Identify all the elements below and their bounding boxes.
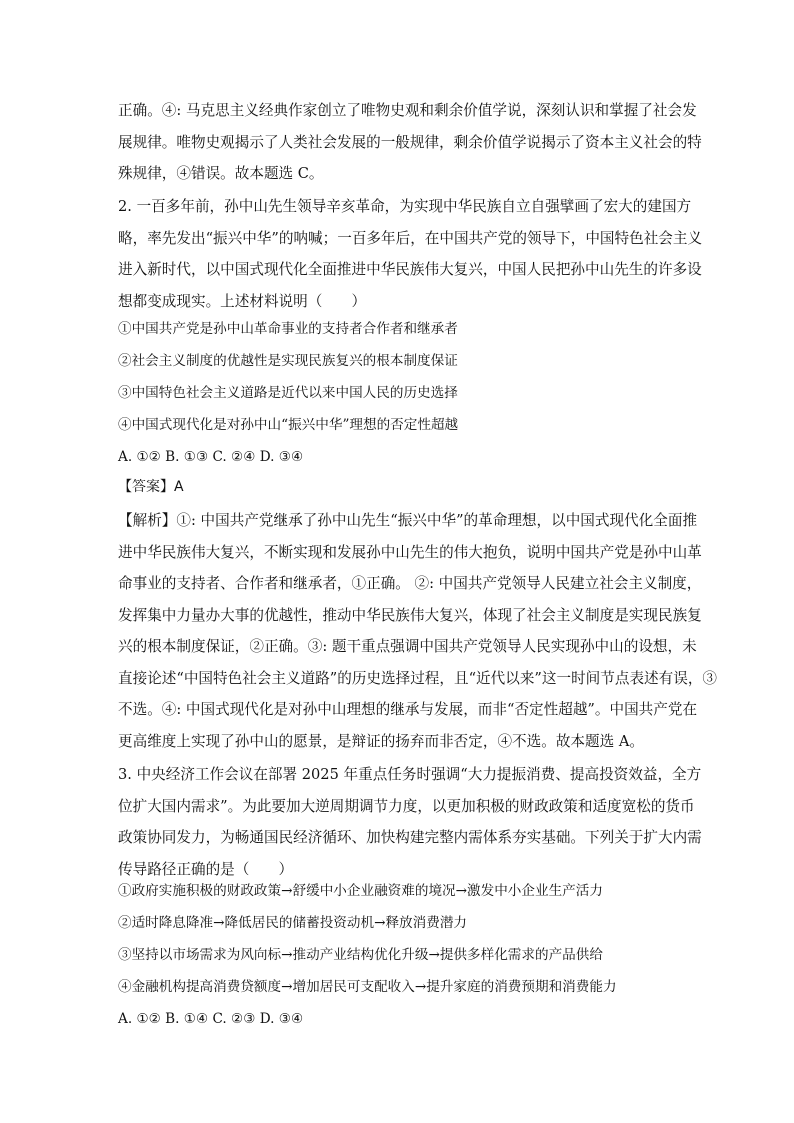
previous-analysis-continuation [118, 95, 702, 190]
text-line: 兴的根本制度保证，②正确。③: 题干重点强调中国共产党领导人民实现孙中山的设想，未 [118, 638, 697, 655]
text-line: 略，率先发出“振兴中华”的呐喊；一百多年后，在中国共产党的领导下，中国特色社会主义 [118, 229, 703, 247]
question-3-choices: A. ①② B. ①④ C. ②③ D. ③④ [118, 1011, 304, 1027]
text-line: 传导路径正确的是（ ） [118, 860, 294, 878]
text-line: 3. 中央经济工作会议在部署 2025 年重点任务时强调“大力提振消费、提高投资效益，全方 [118, 766, 702, 783]
text-line: 正确。④: 马克思主义经典作家创立了唯物史观和剩余价值学说，深刻认识和掌握了社会发 [118, 102, 697, 119]
text-line: 进中华民族伟大复兴，不断实现和发展孙中山先生的伟大抱负，说明中国共产党是孙中山革 [118, 543, 702, 561]
question-2-option: ①中国共产党是孙中山革命事业的支持者合作者和继承者 [118, 321, 458, 337]
text-line: 更高维度上实现了孙中山的愿景，是辩证的扬弃而非否定，④不选。故本题选 A。 [118, 732, 644, 750]
question-3-option: ④金融机构提高消费贷额度→增加居民可支配收入→提升家庭的消费预期和消费能力 [118, 979, 617, 995]
question-2-option: ③中国特色社会主义道路是近代以来中国人民的历史选择 [118, 385, 458, 401]
question-2-option: ④中国式现代化是对孙中山“振兴中华”理想的否定性超越 [118, 417, 459, 433]
question-3-option: ③坚持以市场需求为风向标→推动产业结构优化升级→提供多样化需求的产品供给 [118, 947, 603, 963]
text-line: 发挥集中力量办大事的优越性，推动中华民族伟大复兴，体现了社会主义制度是实现民族复 [118, 606, 702, 624]
text-line: 想都变成现实。上述材料说明（ ） [118, 292, 367, 310]
text-line: 不选。④: 中国式现代化是对孙中山理想的继承与发展，而非“否定性超越”。中国共产党在 [118, 701, 698, 718]
question-2-answer: 【答案】A [118, 479, 184, 495]
question-2-choices: A. ①② B. ①③ C. ②④ D. ③④ [118, 449, 304, 465]
question-2-option: ②社会主义制度的优越性是实现民族复兴的根本制度保证 [118, 353, 458, 369]
question-2-stem [118, 191, 703, 317]
question-3-option: ②适时降息降准→降低居民的储蓄投资动机→释放消费潜力 [118, 915, 468, 931]
text-line: 2. 一百多年前，孙中山先生领导辛亥革命，为实现中华民族自立自强擘画了宏大的建国方 [118, 198, 692, 215]
text-line: 命事业的支持者、合作者和继承者，①正确。 ②: 中国共产党领导人民建立社会主义制度， [118, 575, 702, 592]
question-2-analysis [118, 505, 718, 757]
text-line: 【解析】①: 中国共产党继承了孙中山先生“振兴中华”的革命理想，以中国式现代化全面推 [118, 512, 698, 529]
question-3-option: ①政府实施积极的财政政策→舒缓中小企业融资难的境况→激发中小企业生产活力 [118, 883, 603, 899]
text-line: 政策协同发力，为畅通国民经济循环、加快构建完整内需体系夯实基础。下列关于扩大内需 [118, 829, 702, 846]
text-line: 殊规律，④错误。故本题选 C。 [118, 165, 324, 182]
text-line: 进入新时代，以中国式现代化全面推进中华民族伟大复兴，中国人民把孙中山先生的许多设 [118, 261, 702, 278]
text-line: 展规律。唯物史观揭示了人类社会发展的一般规律，剩余价值学说揭示了资本主义社会的特 [118, 133, 702, 151]
text-line: 直接论述“中国特色社会主义道路”的历史选择过程，且“近代以来”这一时间节点表述有误，③ [118, 669, 718, 687]
text-line: 位扩大国内需求”。为此要加大逆周期调节力度，以更加积极的财政政策和适度宽松的货币 [118, 797, 695, 815]
question-3-stem [118, 759, 702, 885]
